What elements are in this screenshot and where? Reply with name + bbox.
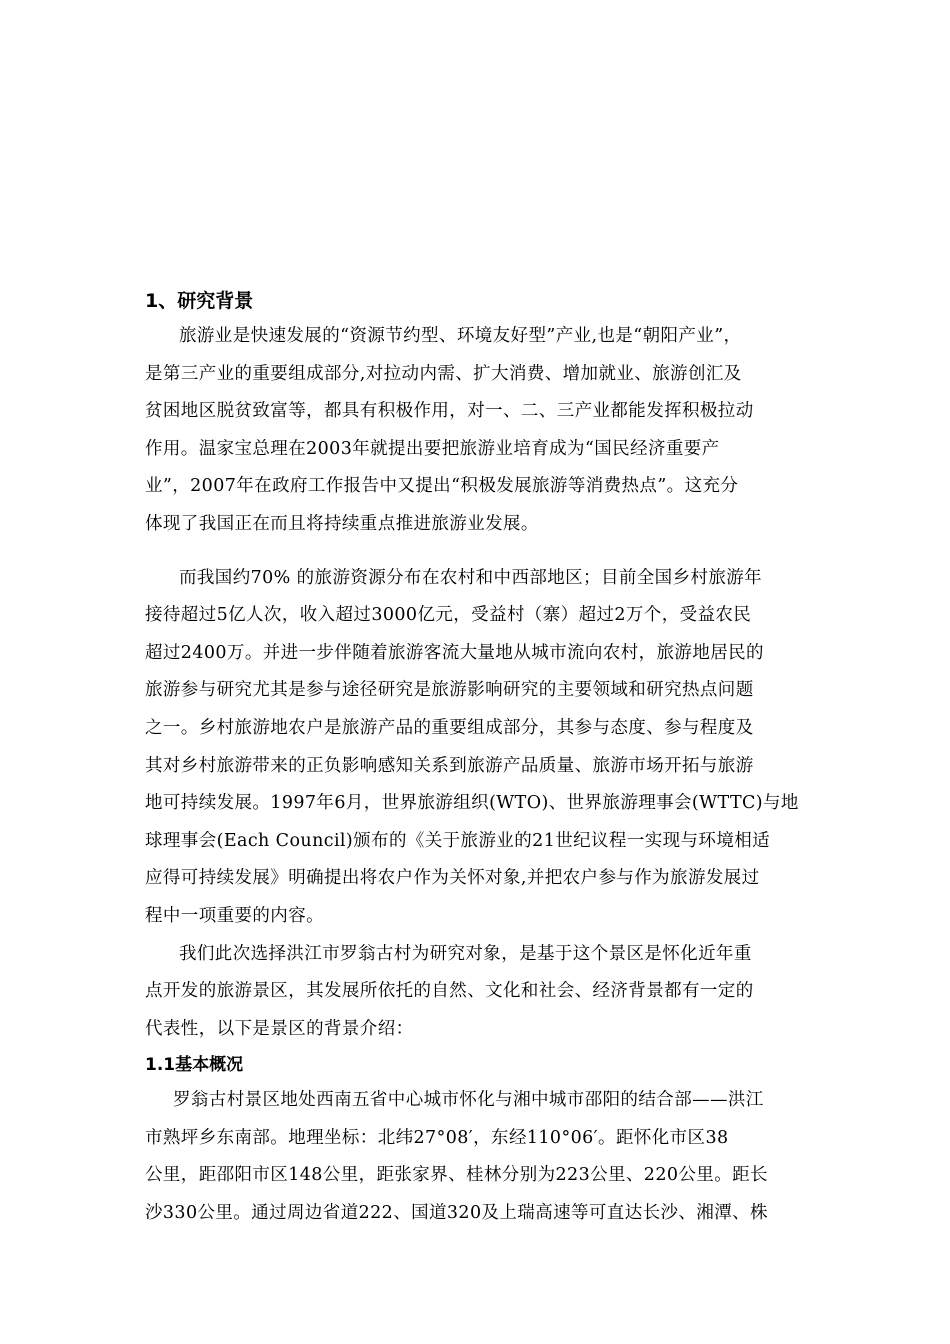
document-body (145, 284, 815, 1233)
subsection-heading: 1.1基本概况 (145, 1055, 244, 1076)
text-line: 我们此次选择洪江市罗翁古村为研究对象，是基于这个景区是怀化近年重 (179, 943, 752, 964)
text-line: 贫困地区脱贫致富等，都具有积极作用，对一、二、三产业都能发挥积极拉动 (145, 401, 754, 422)
paragraph-gap (145, 544, 815, 560)
text-line: 点开发的旅游景区，其发展所依托的自然、文化和社会、经济背景都有一定的 (145, 981, 754, 1002)
text-line: 沙330公里。通过周边省道222、国道320及上瑞高速等可直达长沙、湘潭、株 (145, 1203, 768, 1224)
text-line: 地可持续发展。1997年6月，世界旅游组织(WTO)、世界旅游理事会(WTTC)与地 (145, 793, 799, 814)
text-line: 旅游参与研究尤其是参与途径研究是旅游影响研究的主要领域和研究热点问题 (145, 680, 754, 701)
text-line: 罗翁古村景区地处西南五省中心城市怀化与湘中城市邵阳的结合部——洪江 (173, 1090, 764, 1111)
section-heading: 1、研究背景 (145, 290, 254, 312)
text-line: 应得可持续发展》明确提出将农户作为关怀对象,并把农户参与作为旅游发展过 (145, 868, 760, 889)
paragraph-study-object (145, 936, 815, 1049)
text-line: 代表性，以下是景区的背景介绍： (145, 1018, 414, 1039)
text-line: 是第三产业的重要组成部分,对拉动内需、扩大消费、增加就业、旅游创汇及 (145, 363, 742, 384)
paragraph-tourism-industry (145, 318, 815, 544)
text-line: 其对乡村旅游带来的正负影响感知关系到旅游产品质量、旅游市场开拓与旅游 (145, 755, 754, 776)
paragraph-rural-tourism (145, 560, 815, 936)
text-line: 市熟坪乡东南部。地理坐标：北纬27°08′，东经110°06′。距怀化市区38 (145, 1127, 729, 1148)
text-line: 旅游业是快速发展的“资源节约型、环境友好型”产业,也是“朝阳产业”， (179, 326, 742, 346)
text-line: 公里，距邵阳市区148公里，距张家界、桂林分别为223公里、220公里。距长 (145, 1165, 768, 1186)
paragraph-basic-overview (145, 1082, 815, 1232)
text-line: 球理事会(Each Council)颁布的《关于旅游业的21世纪议程一实现与环境相适 (145, 830, 771, 851)
text-line: 作用。温家宝总理在2003年就提出要把旅游业培育成为“国民经济重要产 (145, 438, 720, 459)
text-line: 之一。乡村旅游地农户是旅游产品的重要组成部分，其参与态度、参与程度及 (145, 717, 754, 738)
text-line: 超过2400万。并进一步伴随着旅游客流大量地从城市流向农村，旅游地居民的 (145, 642, 764, 663)
text-line: 业”，2007年在政府工作报告中又提出“积极发展旅游等消费热点”。这充分 (145, 476, 739, 497)
text-line: 而我国约70% 的旅游资源分布在农村和中西部地区；目前全国乡村旅游年 (179, 567, 763, 588)
text-line: 接待超过5亿人次，收入超过3000亿元，受益村（寨）超过2万个，受益农民 (145, 605, 752, 626)
text-line: 体现了我国正在而且将持续重点推进旅游业发展。 (145, 513, 539, 534)
text-line: 程中一项重要的内容。 (145, 905, 324, 926)
